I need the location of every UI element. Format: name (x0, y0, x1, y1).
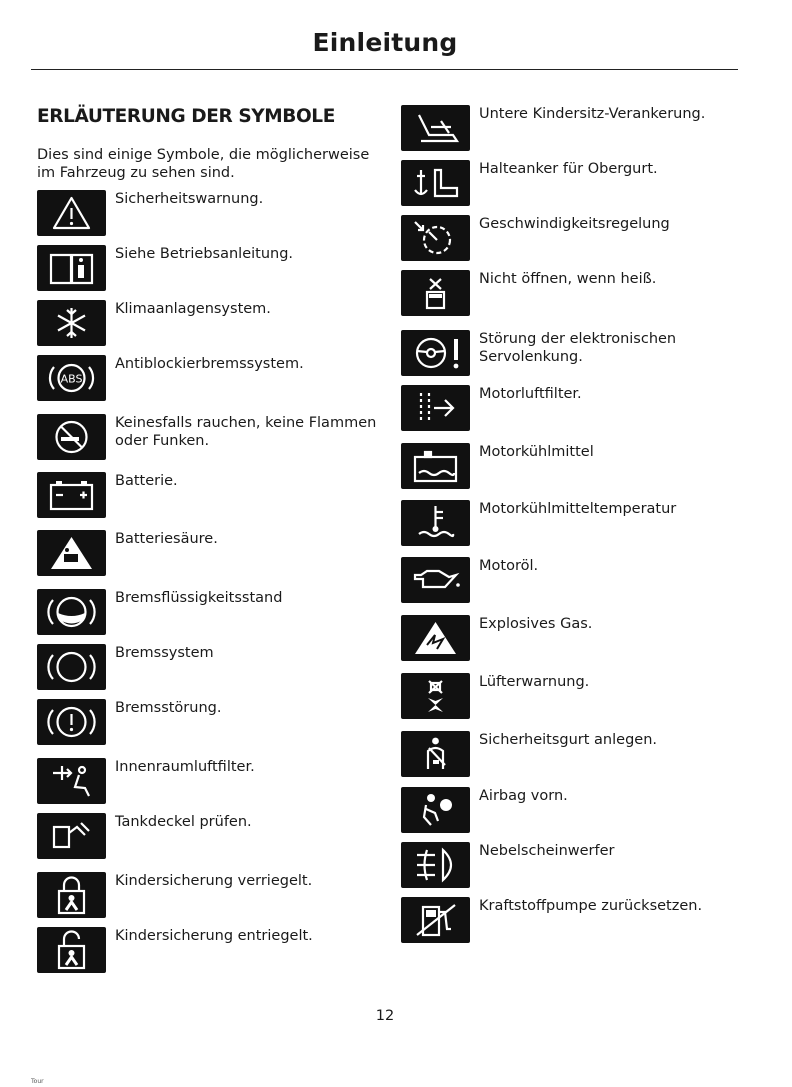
symbol-entry (401, 330, 741, 388)
symbol-entry (401, 842, 741, 900)
symbol-label: Motorkühlmittel (479, 444, 594, 460)
fog-lamp-icon (401, 842, 470, 888)
symbol-entry (401, 105, 741, 163)
child-lock-locked-icon (37, 872, 106, 918)
front-airbag-icon (401, 787, 470, 833)
footer-note: Tour (31, 1078, 44, 1085)
do-not-open-hot-icon (401, 270, 470, 316)
symbol-label: Geschwindigkeitsregelung (479, 216, 670, 232)
brake-fluid-level-icon (37, 589, 106, 635)
symbol-entry (401, 385, 741, 443)
symbol-label: Motoröl. (479, 558, 539, 574)
power-steering-fault-icon (401, 330, 470, 376)
no-smoking-icon (37, 414, 106, 460)
check-fuel-cap-icon (37, 813, 106, 859)
symbol-entry (401, 787, 741, 845)
symbol-entry (401, 897, 741, 955)
symbol-entry (401, 557, 741, 615)
speed-control-icon (401, 215, 470, 261)
air-conditioning-icon (37, 300, 106, 346)
symbol-entry (37, 300, 377, 358)
child-lock-unlocked-icon (37, 927, 106, 973)
symbol-label: Motorkühlmitteltemperatur (479, 501, 677, 517)
seat-belt-icon (401, 731, 470, 777)
explosive-gas-icon (401, 615, 470, 661)
symbol-label: Sicherheitswarnung. (115, 191, 264, 207)
symbol-label: Sicherheitsgurt anlegen. (479, 732, 658, 748)
section-intro: Dies sind einige Symbole, die möglicherweise im Fahrzeug zu sehen sind. (37, 147, 370, 181)
fan-warning-icon (401, 673, 470, 719)
symbol-entry (37, 414, 377, 472)
header-divider (31, 69, 738, 70)
top-tether-anchor-icon (401, 160, 470, 206)
symbol-label: Kindersicherung verriegelt. (115, 873, 313, 889)
symbol-entry (37, 245, 377, 303)
page-number: 12 (375, 1008, 395, 1024)
symbol-entry (37, 927, 377, 985)
symbol-entry (37, 699, 377, 757)
brake-failure-icon (37, 699, 106, 745)
symbol-entry (37, 758, 377, 816)
engine-air-filter-icon (401, 385, 470, 431)
symbol-label: Batteriesäure. (115, 531, 218, 547)
coolant-temperature-icon (401, 500, 470, 546)
symbol-label: Antiblockierbremssystem. (115, 356, 304, 372)
engine-oil-icon (401, 557, 470, 603)
symbol-entry (401, 443, 741, 501)
symbol-entry (401, 731, 741, 789)
symbol-entry (37, 355, 377, 413)
symbol-entry (37, 589, 377, 647)
symbol-entry (37, 530, 377, 588)
symbol-label: Innenraumluftfilter. (115, 759, 255, 775)
symbol-label: Klimaanlagensystem. (115, 301, 271, 317)
symbol-entry (37, 813, 377, 871)
svg-text:ABS: ABS (60, 372, 83, 386)
symbol-entry (401, 500, 741, 558)
symbol-entry (37, 872, 377, 930)
symbol-entry (37, 644, 377, 702)
symbol-entry (401, 215, 741, 273)
symbol-label: Keinesfalls rauchen, keine Flammen oder Funken. (115, 415, 377, 449)
owner-manual-icon (37, 245, 106, 291)
symbol-entry (37, 472, 377, 530)
symbol-label: Batterie. (115, 473, 178, 489)
symbol-label: Bremssystem (115, 645, 214, 661)
symbol-entry (401, 160, 741, 218)
symbol-entry (37, 190, 377, 248)
cabin-air-filter-icon (37, 758, 106, 804)
symbol-entry (401, 615, 741, 673)
section-title: ERLÄUTERUNG DER SYMBOLE (37, 106, 335, 127)
symbol-label: Störung der elektronischen Servolenkung. (479, 331, 677, 365)
page-header-title: Einleitung (312, 28, 458, 57)
symbol-label: Explosives Gas. (479, 616, 593, 632)
symbol-label: Bremsflüssigkeitsstand (115, 590, 283, 606)
symbol-label: Kindersicherung entriegelt. (115, 928, 313, 944)
symbol-label: Nebelscheinwerfer (479, 843, 615, 859)
warning-triangle-icon (37, 190, 106, 236)
battery-icon (37, 472, 106, 518)
engine-coolant-icon (401, 443, 470, 489)
symbol-label: Airbag vorn. (479, 788, 568, 804)
symbol-entry (401, 270, 741, 328)
symbol-label: Bremsstörung. (115, 700, 222, 716)
symbol-label: Nicht öffnen, wenn heiß. (479, 271, 657, 287)
symbol-label: Siehe Betriebsanleitung. (115, 246, 294, 262)
symbol-label: Tankdeckel prüfen. (115, 814, 252, 830)
symbol-label: Untere Kindersitz-Verankerung. (479, 106, 706, 122)
fuel-pump-reset-icon (401, 897, 470, 943)
symbol-label: Motorluftfilter. (479, 386, 582, 402)
symbol-label: Lüfterwarnung. (479, 674, 590, 690)
abs-icon (37, 355, 106, 401)
symbol-label: Kraftstoffpumpe zurücksetzen. (479, 898, 703, 914)
lower-child-seat-anchor-icon (401, 105, 470, 151)
symbol-entry (401, 673, 741, 731)
symbol-label: Halteanker für Obergurt. (479, 161, 658, 177)
battery-acid-icon (37, 530, 106, 576)
brake-system-icon (37, 644, 106, 690)
